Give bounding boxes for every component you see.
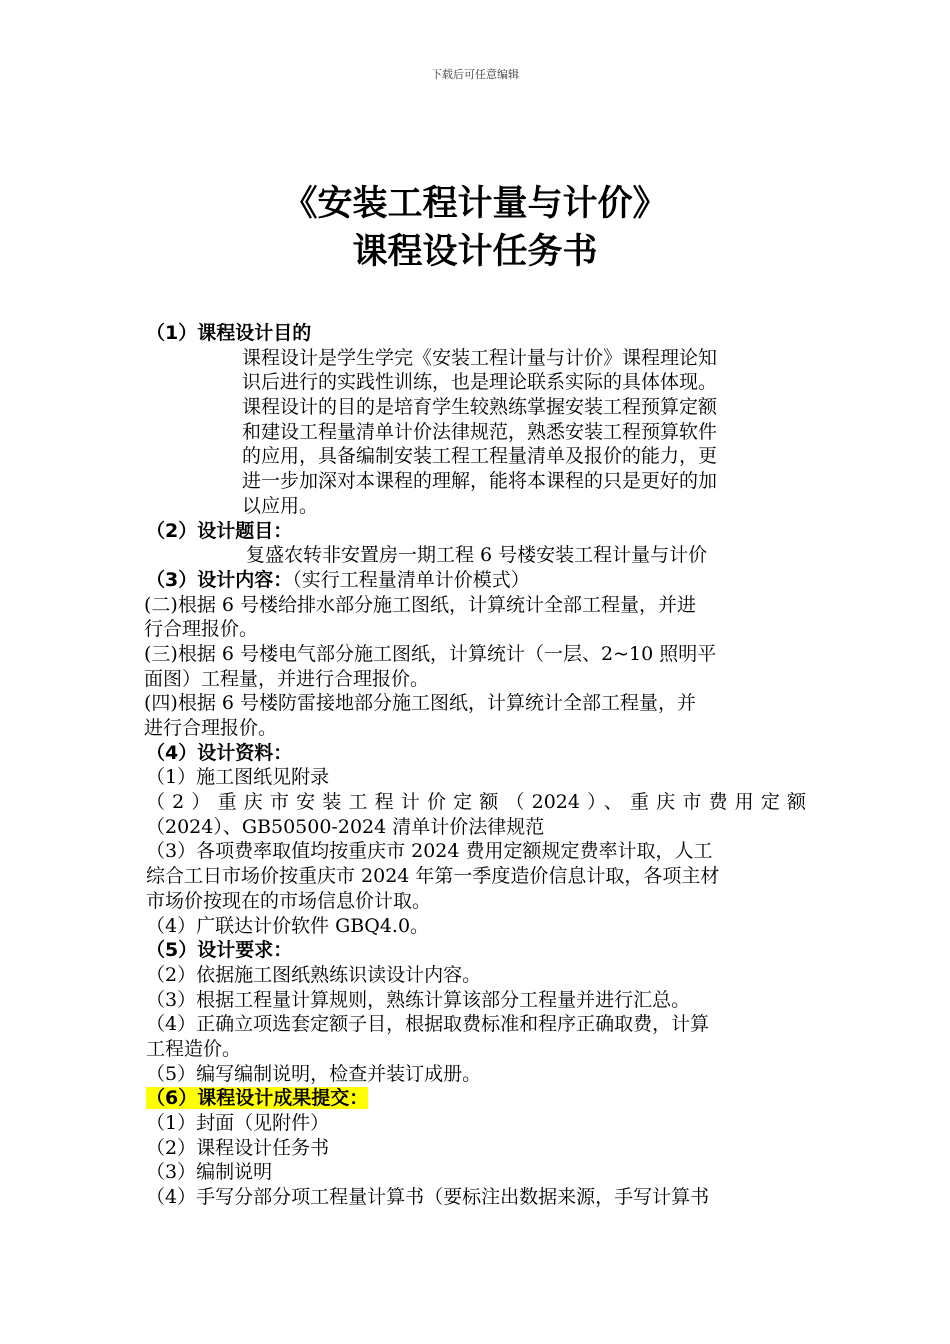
section-3-line: (四)根据 6 号楼防雷接地部分施工图纸，计算统计全部工程量，并 bbox=[144, 692, 696, 715]
section-3-line: 进行合理报价。 bbox=[144, 717, 278, 739]
section-5-line: 工程造价。 bbox=[146, 1037, 242, 1060]
document-title-line-2: 课程设计任务书 bbox=[352, 232, 598, 272]
section-6-heading: （6）课程设计成果提交： bbox=[146, 1087, 369, 1110]
section-4-line: 综合工日市场价按重庆市 2024 年第一季度造价信息计取，各项主材 bbox=[146, 865, 720, 888]
section-1-line: 课程设计是学生学完《安装工程计量与计价》课程理论知 bbox=[242, 346, 718, 369]
section-1-heading: （1）课程设计目的 bbox=[146, 322, 312, 344]
section-5-line: （3）根据工程量计算规则，熟练计算该部分工程量并进行汇总。 bbox=[146, 988, 691, 1011]
section-4-line: （2024）、GB50500-2024 清单计价法律规范 bbox=[146, 815, 545, 838]
section-1-line: 识后进行的实践性训练，也是理论联系实际的具体体现。 bbox=[242, 371, 718, 394]
section-1-line: 进一步加深对本课程的理解，能将本课程的只是更好的加 bbox=[242, 470, 718, 493]
section-4-line: （2）重庆市安装工程计价定额（2024）、重庆市费用定额 bbox=[146, 791, 806, 814]
section-4-line: （1）施工图纸见附录 bbox=[146, 766, 330, 789]
section-1-paragraph bbox=[146, 346, 806, 519]
section-5-line: （4）正确立项选套定额子目，根据取费标准和程序正确取费，计算 bbox=[146, 1013, 710, 1036]
section-4-line: （3）各项费率取值均按重庆市 2024 费用定额规定费率计取，人工 bbox=[146, 840, 713, 863]
section-4-line: 市场价按现在的市场信息价计取。 bbox=[146, 889, 432, 912]
section-3-heading-suffix: （实行工程量清单计价模式） bbox=[292, 568, 530, 591]
section-2-heading: （2）设计题目： bbox=[146, 519, 293, 542]
header-note: 下载后可任意编辑 bbox=[431, 68, 519, 81]
section-5-line: （2）依据施工图纸熟练识读设计内容。 bbox=[146, 963, 482, 986]
section-1-line: 以应用。 bbox=[242, 494, 319, 517]
section-3-heading: （3）设计内容： bbox=[146, 568, 293, 591]
section-6-line: （4）手写分部分项工程量计算书（要标注出数据来源，手写计算书 bbox=[146, 1186, 710, 1209]
section-3-line: (三)根据 6 号楼电气部分施工图纸，计算统计（一层、2~10 照明平 bbox=[144, 642, 717, 665]
section-6-line: （3）编制说明 bbox=[146, 1161, 273, 1184]
section-3-line: (二)根据 6 号楼给排水部分施工图纸，计算统计全部工程量，并进 bbox=[144, 593, 696, 616]
section-5-line: （5）编写编制说明，检查并装订成册。 bbox=[146, 1062, 482, 1085]
section-5-heading: （5）设计要求： bbox=[146, 939, 293, 962]
section-1-line: 的应用，具备编制安装工程工程量清单及报价的能力，更 bbox=[242, 445, 718, 468]
document-title-line-1: 《安装工程计量与计价》 bbox=[282, 184, 668, 224]
section-6-line: （2）课程设计任务书 bbox=[146, 1136, 330, 1159]
design-topic: 复盛农转非安置房一期工程 6 号楼安装工程计量与计价 bbox=[246, 544, 708, 567]
section-4-heading: （4）设计资料： bbox=[146, 741, 293, 764]
section-6-line: （1）封面（见附件） bbox=[146, 1112, 330, 1134]
section-4-line: （4）广联达计价软件 GBQ4.0。 bbox=[146, 914, 430, 937]
section-1-line: 和建设工程量清单计价法律规范，熟悉安装工程预算软件 bbox=[242, 420, 718, 443]
section-1-line: 课程设计的目的是培育学生较熟练掌握安装工程预算定额 bbox=[242, 396, 718, 419]
section-3-line: 行合理报价。 bbox=[144, 618, 259, 641]
document-body bbox=[146, 321, 806, 1210]
section-3-heading-row bbox=[146, 568, 806, 593]
section-6-heading-row bbox=[146, 1086, 806, 1111]
section-3-line: 面图）工程量，并进行合理报价。 bbox=[144, 667, 430, 690]
